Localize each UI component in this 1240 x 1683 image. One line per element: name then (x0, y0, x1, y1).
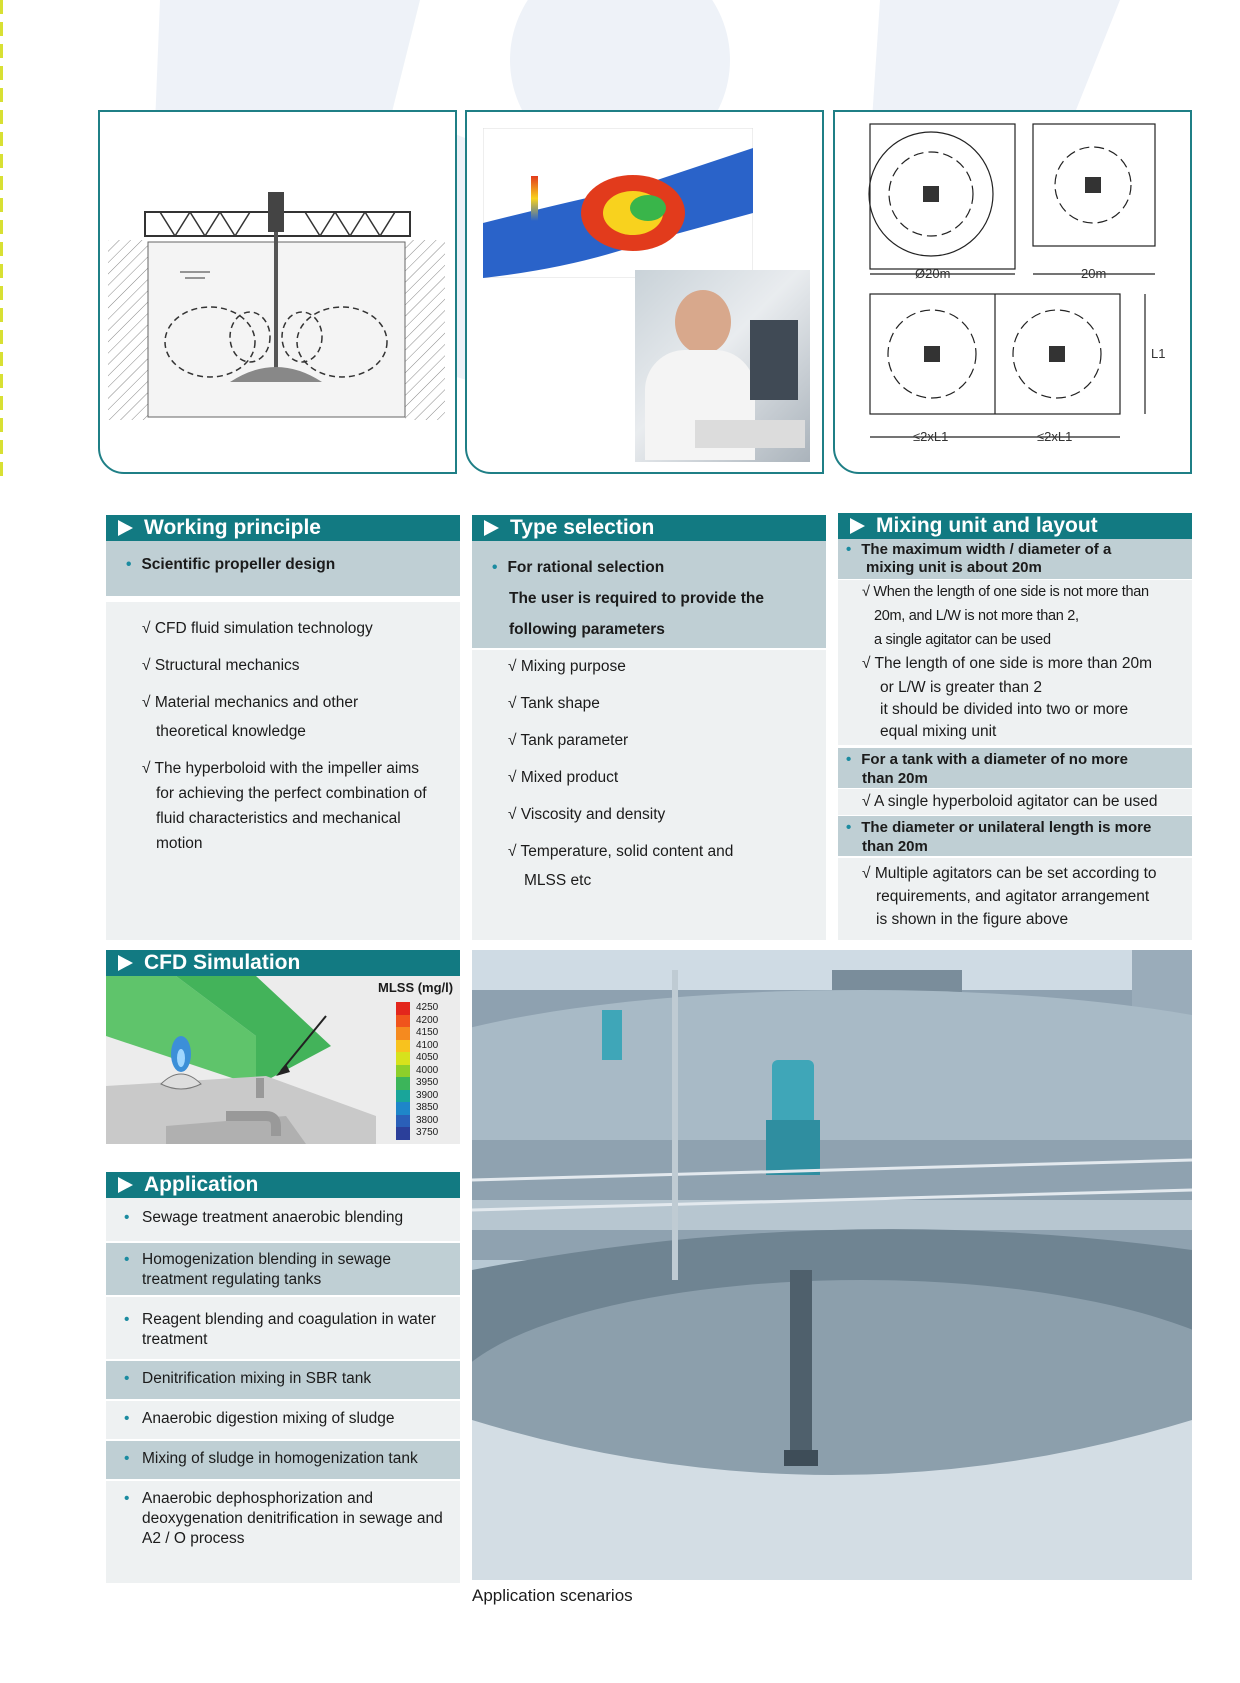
legend-row (396, 1090, 460, 1103)
application-item: • Mixing of sludge in homogenization tank (124, 1450, 418, 1467)
engineer-photo (635, 270, 810, 462)
mixing-layout-diagram (835, 112, 1190, 472)
legend-value: 4150 (416, 1027, 439, 1039)
legend-value: 4050 (416, 1052, 439, 1064)
application-item: • Anaerobic dephosphorization and deoxygenation denitrification in sewage and A2 / O process (124, 1490, 443, 1547)
legend-swatch (396, 1102, 410, 1115)
mu-b2-line: For a tank with a diameter of no more (861, 751, 1128, 768)
mu-b1-line: The maximum width / diameter of a (861, 541, 1112, 558)
application-item: • Sewage treatment anaerobic blending (124, 1209, 404, 1226)
mu-b3-item: requirements, and agitator arrangement (876, 888, 1150, 905)
ts-bullet-line: The user is required to provide the (509, 590, 764, 607)
label-unit-a: ≤2xL1 (913, 429, 949, 444)
wp-item: motion (156, 835, 203, 852)
application-item: • Homogenization blending in sewage treatment regulating tanks (124, 1251, 392, 1288)
ts-item: MLSS etc (524, 872, 592, 889)
ts-item: √ Tank parameter (508, 732, 629, 749)
wp-item: fluid characteristics and mechanical (156, 810, 401, 827)
legend-swatch (396, 1090, 410, 1103)
triangle-icon (118, 520, 133, 536)
triangle-icon (118, 955, 133, 971)
cfd-simulation-title: CFD Simulation (144, 951, 301, 974)
mu-b3-line: The diameter or unilateral length is more (861, 819, 1152, 836)
application-item: • Reagent blending and coagulation in water treatment (124, 1311, 436, 1348)
mu-bullet-1: • The maximum width / diameter of a (846, 541, 1112, 558)
working-principle-title: Working principle (144, 516, 321, 539)
wp-item: theoretical knowledge (156, 723, 306, 740)
wp-item: for achieving the perfect combination of (156, 785, 427, 802)
legend-row (396, 1027, 460, 1040)
legend-row (396, 1102, 460, 1115)
ts-bullet-line: following parameters (509, 621, 665, 638)
legend-row (396, 1040, 460, 1053)
ts-item: √ Mixing purpose (508, 658, 626, 675)
legend-swatch (396, 1077, 410, 1090)
application-title: Application (144, 1173, 259, 1196)
legend-swatch (396, 1115, 410, 1128)
label-l1: L1 (1151, 346, 1166, 361)
label-unit-b: ≤2xL1 (1037, 429, 1073, 444)
legend-value: 3950 (416, 1077, 439, 1089)
layout-diagram-panel (833, 110, 1192, 474)
legend-value: 3850 (416, 1102, 439, 1114)
ts-item: √ Viscosity and density (508, 806, 666, 823)
type-selection-title: Type selection (510, 516, 655, 539)
application-header (106, 1172, 460, 1198)
legend-value: 4000 (416, 1064, 439, 1076)
type-selection-bullet: • For rational selection (492, 559, 665, 576)
ts-bullet-line: For rational selection (507, 559, 665, 576)
wp-item: √ Material mechanics and other (142, 694, 359, 711)
wp-item: √ The hyperboloid with the impeller aims (142, 760, 420, 777)
cfd-legend (396, 1002, 460, 1140)
wp-item: √ Structural mechanics (142, 657, 300, 674)
agitator-diagram-panel (98, 110, 457, 474)
edge-marker (0, 0, 3, 480)
legend-swatch (396, 1002, 410, 1015)
mu-bullet-3: • The diameter or unilateral length is more (846, 819, 1152, 836)
mu-b1-item: 20m, and L/W is not more than 2, (874, 608, 1079, 624)
wp-item: √ CFD fluid simulation technology (142, 620, 373, 637)
cfd-legend-title: MLSS (mg/l) (378, 980, 454, 995)
legend-row (396, 1052, 460, 1065)
caption: Application scenarios (472, 1586, 633, 1605)
label-round-tank: Ø20m (915, 266, 951, 281)
cfd-pipe-render (483, 128, 753, 278)
tank-photo-illustration (472, 950, 1192, 1580)
legend-swatch (396, 1040, 410, 1053)
legend-value: 4250 (416, 1002, 439, 1014)
legend-row (396, 1077, 460, 1090)
application-item: • Anaerobic digestion mixing of sludge (124, 1410, 395, 1427)
agitator-tank-diagram (100, 112, 455, 472)
legend-row (396, 1065, 460, 1078)
legend-swatch (396, 1065, 410, 1078)
working-principle-header (106, 515, 460, 541)
legend-value: 4200 (416, 1014, 439, 1026)
mu-b3-item: √ Multiple agitators can be set according to (862, 865, 1157, 882)
ts-item: √ Mixed product (508, 769, 619, 786)
legend-row (396, 1115, 460, 1128)
legend-swatch (396, 1015, 410, 1028)
legend-swatch (396, 1127, 410, 1140)
cfd-tank-render (106, 976, 376, 1144)
cfd-engineer-panel (465, 110, 824, 474)
mu-b3-item: is shown in the figure above (876, 911, 1069, 928)
legend-swatch (396, 1027, 410, 1040)
mu-b1-item: equal mixing unit (880, 723, 997, 740)
triangle-icon (484, 520, 499, 536)
ts-item: √ Temperature, solid content and (508, 843, 734, 860)
cfd-simulation-header (106, 950, 460, 976)
cfd-simulation-figure (106, 976, 460, 1144)
ts-item: √ Tank shape (508, 695, 600, 712)
mixing-unit-title: Mixing unit and layout (876, 514, 1098, 537)
mu-b2-line: than 20m (862, 770, 928, 787)
label-square-tank: 20m (1081, 266, 1107, 281)
mu-bullet-2: • For a tank with a diameter of no more (846, 751, 1128, 768)
mu-b3-line: than 20m (862, 838, 928, 855)
application-item: • Denitrification mixing in SBR tank (124, 1370, 372, 1387)
mu-b1-item: √ When the length of one side is not more than (862, 584, 1149, 600)
legend-row (396, 1015, 460, 1028)
legend-row (396, 1002, 460, 1015)
mu-b1-line: mixing unit is about 20m (866, 559, 1042, 576)
type-selection-header (472, 515, 826, 541)
triangle-icon (118, 1177, 133, 1193)
mu-b2-item: √ A single hyperboloid agitator can be used (862, 793, 1158, 810)
working-principle-bullet: • Scientific propeller design (126, 556, 336, 573)
mu-b1-item: √ The length of one side is more than 20m (862, 655, 1152, 672)
mu-b1-item: or L/W is greater than 2 (880, 679, 1042, 696)
legend-row (396, 1127, 460, 1140)
legend-value: 4100 (416, 1039, 439, 1051)
mu-b1-item: a single agitator can be used (874, 632, 1051, 648)
triangle-icon (850, 518, 865, 534)
mixing-unit-header (838, 513, 1192, 539)
mu-b1-item: it should be divided into two or more (880, 701, 1129, 718)
legend-value: 3900 (416, 1089, 439, 1101)
application-scenario-photo (472, 950, 1192, 1580)
legend-value: 3800 (416, 1114, 439, 1126)
legend-swatch (396, 1052, 410, 1065)
working-principle-bullet-text: Scientific propeller design (141, 556, 336, 573)
legend-value: 3750 (416, 1127, 439, 1139)
